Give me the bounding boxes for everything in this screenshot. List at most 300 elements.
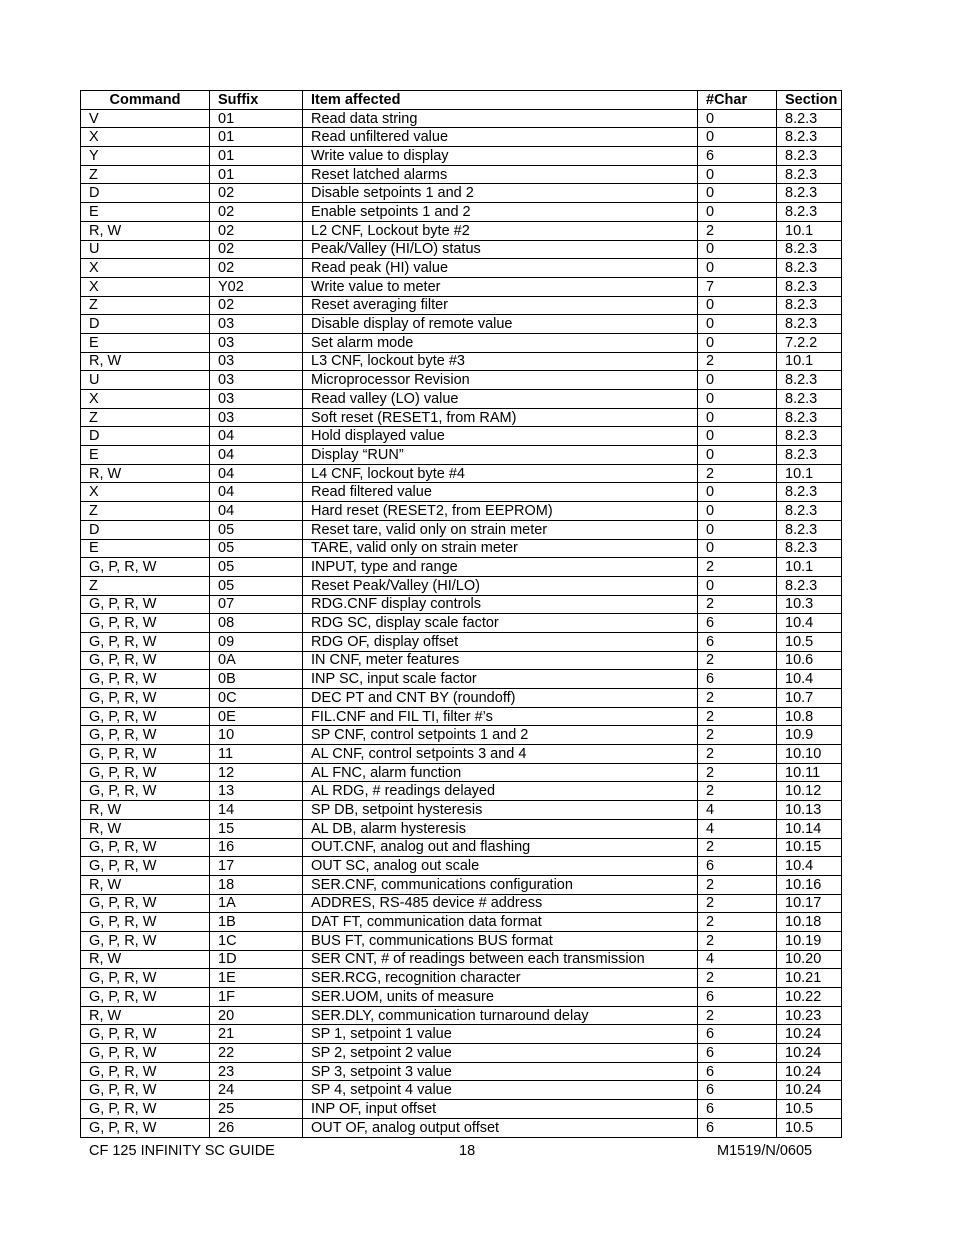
cell-command: R, W [81, 801, 210, 820]
cell-item-affected: AL RDG, # readings delayed [303, 782, 698, 801]
cell-command: U [81, 240, 210, 259]
table-row [81, 1062, 842, 1081]
cell-command: G, P, R, W [81, 595, 210, 614]
cell-char-count: 0 [698, 184, 777, 203]
cell-char-count: 0 [698, 520, 777, 539]
cell-item-affected: L3 CNF, lockout byte #3 [303, 352, 698, 371]
cell-section: 10.10 [777, 745, 842, 764]
cell-command: Z [81, 502, 210, 521]
cell-section: 8.2.3 [777, 483, 842, 502]
cell-section: 10.12 [777, 782, 842, 801]
cell-item-affected: DEC PT and CNT BY (roundoff) [303, 689, 698, 708]
cell-suffix: 14 [210, 801, 303, 820]
table-row [81, 595, 842, 614]
cell-item-affected: SER.DLY, communication turnaround delay [303, 1006, 698, 1025]
table-row [81, 988, 842, 1007]
table-row [81, 184, 842, 203]
cell-item-affected: Read peak (HI) value [303, 259, 698, 278]
cell-char-count: 2 [698, 745, 777, 764]
cell-item-affected: OUT.CNF, analog out and flashing [303, 838, 698, 857]
cell-char-count: 6 [698, 1118, 777, 1137]
cell-command: G, P, R, W [81, 763, 210, 782]
cell-suffix: 12 [210, 763, 303, 782]
cell-section: 10.5 [777, 1118, 842, 1137]
cell-item-affected: SER.RCG, recognition character [303, 969, 698, 988]
table-row [81, 707, 842, 726]
cell-char-count: 2 [698, 763, 777, 782]
cell-command: D [81, 427, 210, 446]
cell-char-count: 0 [698, 427, 777, 446]
table-row [81, 371, 842, 390]
command-table [80, 90, 842, 1138]
cell-suffix: 01 [210, 165, 303, 184]
table-row [81, 109, 842, 128]
cell-char-count: 7 [698, 277, 777, 296]
cell-command: E [81, 203, 210, 222]
cell-char-count: 6 [698, 1044, 777, 1063]
cell-command: G, P, R, W [81, 670, 210, 689]
cell-item-affected: Set alarm mode [303, 333, 698, 352]
cell-item-affected: DAT FT, communication data format [303, 913, 698, 932]
cell-section: 8.2.3 [777, 371, 842, 390]
cell-command: G, P, R, W [81, 558, 210, 577]
cell-section: 10.15 [777, 838, 842, 857]
cell-command: G, P, R, W [81, 632, 210, 651]
cell-section: 10.8 [777, 707, 842, 726]
cell-item-affected: OUT OF, analog output offset [303, 1118, 698, 1137]
cell-char-count: 2 [698, 875, 777, 894]
cell-suffix: 1F [210, 988, 303, 1007]
cell-section: 10.22 [777, 988, 842, 1007]
cell-section: 10.13 [777, 801, 842, 820]
table-row [81, 670, 842, 689]
header-char-count: #Char [698, 91, 777, 110]
cell-section: 10.1 [777, 352, 842, 371]
table-row [81, 632, 842, 651]
cell-suffix: 02 [210, 240, 303, 259]
table-row [81, 483, 842, 502]
table-row [81, 782, 842, 801]
header-command: Command [81, 91, 210, 110]
table-row [81, 857, 842, 876]
cell-item-affected: Reset Peak/Valley (HI/LO) [303, 576, 698, 595]
cell-item-affected: Peak/Valley (HI/LO) status [303, 240, 698, 259]
cell-section: 10.7 [777, 689, 842, 708]
cell-item-affected: SER CNT, # of readings between each transmission [303, 950, 698, 969]
table-row [81, 931, 842, 950]
table-row [81, 147, 842, 166]
cell-suffix: 05 [210, 558, 303, 577]
table-row [81, 390, 842, 409]
cell-suffix: 1C [210, 931, 303, 950]
cell-char-count: 6 [698, 614, 777, 633]
cell-section: 10.6 [777, 651, 842, 670]
cell-suffix: 10 [210, 726, 303, 745]
cell-suffix: 24 [210, 1081, 303, 1100]
table-row [81, 614, 842, 633]
cell-section: 8.2.3 [777, 109, 842, 128]
cell-suffix: 04 [210, 464, 303, 483]
cell-item-affected: AL DB, alarm hysteresis [303, 819, 698, 838]
cell-section: 10.19 [777, 931, 842, 950]
cell-section: 10.24 [777, 1081, 842, 1100]
cell-section: 10.3 [777, 595, 842, 614]
cell-suffix: 04 [210, 446, 303, 465]
cell-suffix: 01 [210, 128, 303, 147]
cell-command: D [81, 315, 210, 334]
cell-command: X [81, 390, 210, 409]
cell-suffix: 16 [210, 838, 303, 857]
cell-section: 10.24 [777, 1062, 842, 1081]
cell-suffix: 18 [210, 875, 303, 894]
cell-suffix: 15 [210, 819, 303, 838]
table-row [81, 1081, 842, 1100]
cell-section: 10.17 [777, 894, 842, 913]
cell-command: Y [81, 147, 210, 166]
table-row [81, 240, 842, 259]
cell-section: 10.9 [777, 726, 842, 745]
cell-suffix: 08 [210, 614, 303, 633]
table-header-row [81, 91, 842, 110]
cell-suffix: 1A [210, 894, 303, 913]
cell-char-count: 0 [698, 539, 777, 558]
cell-suffix: 1D [210, 950, 303, 969]
table-row [81, 203, 842, 222]
cell-char-count: 4 [698, 950, 777, 969]
cell-suffix: 02 [210, 203, 303, 222]
cell-suffix: 05 [210, 520, 303, 539]
cell-section: 8.2.3 [777, 184, 842, 203]
cell-section: 10.5 [777, 632, 842, 651]
cell-suffix: 26 [210, 1118, 303, 1137]
cell-item-affected: L4 CNF, lockout byte #4 [303, 464, 698, 483]
cell-item-affected: Reset latched alarms [303, 165, 698, 184]
cell-char-count: 6 [698, 670, 777, 689]
cell-item-affected: SP 3, setpoint 3 value [303, 1062, 698, 1081]
cell-suffix: 0E [210, 707, 303, 726]
cell-command: X [81, 259, 210, 278]
cell-char-count: 0 [698, 408, 777, 427]
cell-section: 10.24 [777, 1025, 842, 1044]
cell-section: 8.2.3 [777, 277, 842, 296]
cell-char-count: 6 [698, 988, 777, 1007]
table-row [81, 427, 842, 446]
table-row [81, 726, 842, 745]
cell-suffix: 07 [210, 595, 303, 614]
cell-suffix: 03 [210, 371, 303, 390]
cell-section: 7.2.2 [777, 333, 842, 352]
cell-item-affected: FIL.CNF and FIL TI, filter #’s [303, 707, 698, 726]
cell-item-affected: Reset tare, valid only on strain meter [303, 520, 698, 539]
table-row [81, 576, 842, 595]
cell-section: 8.2.3 [777, 203, 842, 222]
cell-section: 10.1 [777, 221, 842, 240]
cell-char-count: 2 [698, 913, 777, 932]
cell-section: 8.2.3 [777, 520, 842, 539]
cell-command: G, P, R, W [81, 857, 210, 876]
table-row [81, 502, 842, 521]
cell-suffix: 03 [210, 333, 303, 352]
cell-suffix: 02 [210, 184, 303, 203]
table-row [81, 875, 842, 894]
table-row [81, 221, 842, 240]
cell-item-affected: SP CNF, control setpoints 1 and 2 [303, 726, 698, 745]
cell-suffix: 21 [210, 1025, 303, 1044]
cell-section: 8.2.3 [777, 315, 842, 334]
cell-section: 10.4 [777, 614, 842, 633]
cell-item-affected: Hard reset (RESET2, from EEPROM) [303, 502, 698, 521]
cell-suffix: 02 [210, 259, 303, 278]
table-row [81, 408, 842, 427]
table-row [81, 520, 842, 539]
cell-command: E [81, 446, 210, 465]
cell-item-affected: Disable display of remote value [303, 315, 698, 334]
cell-command: D [81, 520, 210, 539]
table-row [81, 296, 842, 315]
cell-item-affected: AL FNC, alarm function [303, 763, 698, 782]
table-row [81, 277, 842, 296]
table-row [81, 539, 842, 558]
cell-section: 10.14 [777, 819, 842, 838]
cell-item-affected: SER.UOM, units of measure [303, 988, 698, 1007]
cell-command: R, W [81, 819, 210, 838]
cell-suffix: 09 [210, 632, 303, 651]
cell-section: 8.2.3 [777, 240, 842, 259]
cell-section: 10.11 [777, 763, 842, 782]
cell-char-count: 0 [698, 371, 777, 390]
cell-section: 10.18 [777, 913, 842, 932]
cell-suffix: 01 [210, 147, 303, 166]
table-row [81, 689, 842, 708]
cell-item-affected: Reset averaging filter [303, 296, 698, 315]
table-row [81, 1100, 842, 1119]
cell-command: G, P, R, W [81, 614, 210, 633]
cell-command: V [81, 109, 210, 128]
cell-suffix: 01 [210, 109, 303, 128]
cell-item-affected: RDG SC, display scale factor [303, 614, 698, 633]
cell-command: D [81, 184, 210, 203]
cell-char-count: 4 [698, 801, 777, 820]
header-section: Section [777, 91, 842, 110]
cell-char-count: 2 [698, 558, 777, 577]
cell-suffix: 05 [210, 539, 303, 558]
cell-item-affected: OUT SC, analog out scale [303, 857, 698, 876]
table-row [81, 838, 842, 857]
cell-item-affected: Disable setpoints 1 and 2 [303, 184, 698, 203]
table-body [81, 109, 842, 1137]
cell-command: G, P, R, W [81, 838, 210, 857]
cell-char-count: 2 [698, 931, 777, 950]
cell-suffix: 04 [210, 483, 303, 502]
table-row [81, 1118, 842, 1137]
cell-suffix: 1B [210, 913, 303, 932]
cell-char-count: 2 [698, 838, 777, 857]
cell-suffix: 13 [210, 782, 303, 801]
cell-command: G, P, R, W [81, 707, 210, 726]
cell-char-count: 0 [698, 333, 777, 352]
cell-char-count: 0 [698, 259, 777, 278]
cell-suffix: 0B [210, 670, 303, 689]
cell-command: G, P, R, W [81, 969, 210, 988]
cell-command: X [81, 128, 210, 147]
cell-item-affected: SER.CNF, communications configuration [303, 875, 698, 894]
cell-item-affected: Read unfiltered value [303, 128, 698, 147]
cell-item-affected: Read filtered value [303, 483, 698, 502]
cell-char-count: 2 [698, 689, 777, 708]
cell-char-count: 0 [698, 446, 777, 465]
cell-item-affected: RDG.CNF display controls [303, 595, 698, 614]
cell-item-affected: Write value to meter [303, 277, 698, 296]
cell-item-affected: BUS FT, communications BUS format [303, 931, 698, 950]
cell-item-affected: SP 1, setpoint 1 value [303, 1025, 698, 1044]
cell-command: G, P, R, W [81, 1025, 210, 1044]
cell-command: Z [81, 408, 210, 427]
cell-char-count: 2 [698, 894, 777, 913]
cell-command: R, W [81, 950, 210, 969]
cell-command: E [81, 333, 210, 352]
cell-command: X [81, 483, 210, 502]
cell-command: Z [81, 576, 210, 595]
cell-char-count: 0 [698, 296, 777, 315]
table-row [81, 745, 842, 764]
cell-item-affected: INP OF, input offset [303, 1100, 698, 1119]
cell-char-count: 0 [698, 315, 777, 334]
cell-section: 10.1 [777, 464, 842, 483]
cell-char-count: 0 [698, 483, 777, 502]
cell-char-count: 6 [698, 1081, 777, 1100]
cell-command: E [81, 539, 210, 558]
cell-section: 8.2.3 [777, 576, 842, 595]
cell-suffix: 03 [210, 390, 303, 409]
cell-suffix: 25 [210, 1100, 303, 1119]
cell-char-count: 6 [698, 1100, 777, 1119]
cell-item-affected: INP SC, input scale factor [303, 670, 698, 689]
cell-char-count: 0 [698, 109, 777, 128]
cell-item-affected: Microprocessor Revision [303, 371, 698, 390]
cell-command: G, P, R, W [81, 651, 210, 670]
table-row [81, 950, 842, 969]
cell-section: 10.24 [777, 1044, 842, 1063]
table-row [81, 763, 842, 782]
cell-section: 8.2.3 [777, 502, 842, 521]
cell-suffix: 0A [210, 651, 303, 670]
footer-document-code: M1519/N/0605 [717, 1143, 813, 1159]
cell-section: 10.4 [777, 670, 842, 689]
cell-char-count: 2 [698, 707, 777, 726]
cell-suffix: 04 [210, 427, 303, 446]
cell-char-count: 0 [698, 203, 777, 222]
cell-suffix: 05 [210, 576, 303, 595]
cell-command: X [81, 277, 210, 296]
cell-char-count: 2 [698, 969, 777, 988]
table-row [81, 259, 842, 278]
cell-suffix: 03 [210, 315, 303, 334]
cell-char-count: 2 [698, 782, 777, 801]
cell-command: Z [81, 296, 210, 315]
cell-section: 8.2.3 [777, 390, 842, 409]
table-row [81, 1044, 842, 1063]
cell-item-affected: Read valley (LO) value [303, 390, 698, 409]
cell-suffix: Y02 [210, 277, 303, 296]
table-row [81, 969, 842, 988]
cell-char-count: 0 [698, 502, 777, 521]
cell-char-count: 0 [698, 240, 777, 259]
cell-command: G, P, R, W [81, 913, 210, 932]
cell-suffix: 22 [210, 1044, 303, 1063]
cell-item-affected: Display “RUN” [303, 446, 698, 465]
cell-section: 10.5 [777, 1100, 842, 1119]
cell-command: G, P, R, W [81, 689, 210, 708]
table-row [81, 1025, 842, 1044]
table-row [81, 446, 842, 465]
cell-suffix: 17 [210, 857, 303, 876]
header-item-affected: Item affected [303, 91, 698, 110]
cell-suffix: 1E [210, 969, 303, 988]
cell-section: 8.2.3 [777, 128, 842, 147]
cell-section: 8.2.3 [777, 296, 842, 315]
cell-command: G, P, R, W [81, 726, 210, 745]
cell-section: 10.4 [777, 857, 842, 876]
cell-command: G, P, R, W [81, 931, 210, 950]
cell-item-affected: ADDRES, RS-485 device # address [303, 894, 698, 913]
cell-char-count: 0 [698, 128, 777, 147]
cell-char-count: 2 [698, 726, 777, 745]
cell-command: G, P, R, W [81, 988, 210, 1007]
cell-char-count: 6 [698, 1062, 777, 1081]
cell-section: 10.20 [777, 950, 842, 969]
cell-item-affected: IN CNF, meter features [303, 651, 698, 670]
cell-command: G, P, R, W [81, 1118, 210, 1137]
cell-suffix: 03 [210, 408, 303, 427]
table-row [81, 894, 842, 913]
cell-item-affected: Read data string [303, 109, 698, 128]
cell-suffix: 0C [210, 689, 303, 708]
cell-char-count: 6 [698, 632, 777, 651]
table-row [81, 1006, 842, 1025]
cell-suffix: 03 [210, 352, 303, 371]
table-row [81, 913, 842, 932]
cell-command: G, P, R, W [81, 1062, 210, 1081]
cell-section: 8.2.3 [777, 147, 842, 166]
table-row [81, 333, 842, 352]
cell-section: 10.21 [777, 969, 842, 988]
cell-suffix: 04 [210, 502, 303, 521]
cell-char-count: 0 [698, 165, 777, 184]
cell-command: R, W [81, 352, 210, 371]
cell-char-count: 2 [698, 651, 777, 670]
cell-char-count: 0 [698, 390, 777, 409]
cell-item-affected: Soft reset (RESET1, from RAM) [303, 408, 698, 427]
cell-item-affected: RDG OF, display offset [303, 632, 698, 651]
cell-command: G, P, R, W [81, 894, 210, 913]
cell-command: Z [81, 165, 210, 184]
cell-char-count: 6 [698, 147, 777, 166]
cell-section: 8.2.3 [777, 408, 842, 427]
cell-command: G, P, R, W [81, 782, 210, 801]
cell-suffix: 11 [210, 745, 303, 764]
cell-suffix: 20 [210, 1006, 303, 1025]
cell-command: R, W [81, 464, 210, 483]
cell-command: R, W [81, 875, 210, 894]
cell-section: 8.2.3 [777, 446, 842, 465]
cell-item-affected: Hold displayed value [303, 427, 698, 446]
table-row [81, 801, 842, 820]
cell-item-affected: SP DB, setpoint hysteresis [303, 801, 698, 820]
table-row [81, 315, 842, 334]
cell-section: 8.2.3 [777, 427, 842, 446]
cell-command: U [81, 371, 210, 390]
cell-section: 8.2.3 [777, 539, 842, 558]
